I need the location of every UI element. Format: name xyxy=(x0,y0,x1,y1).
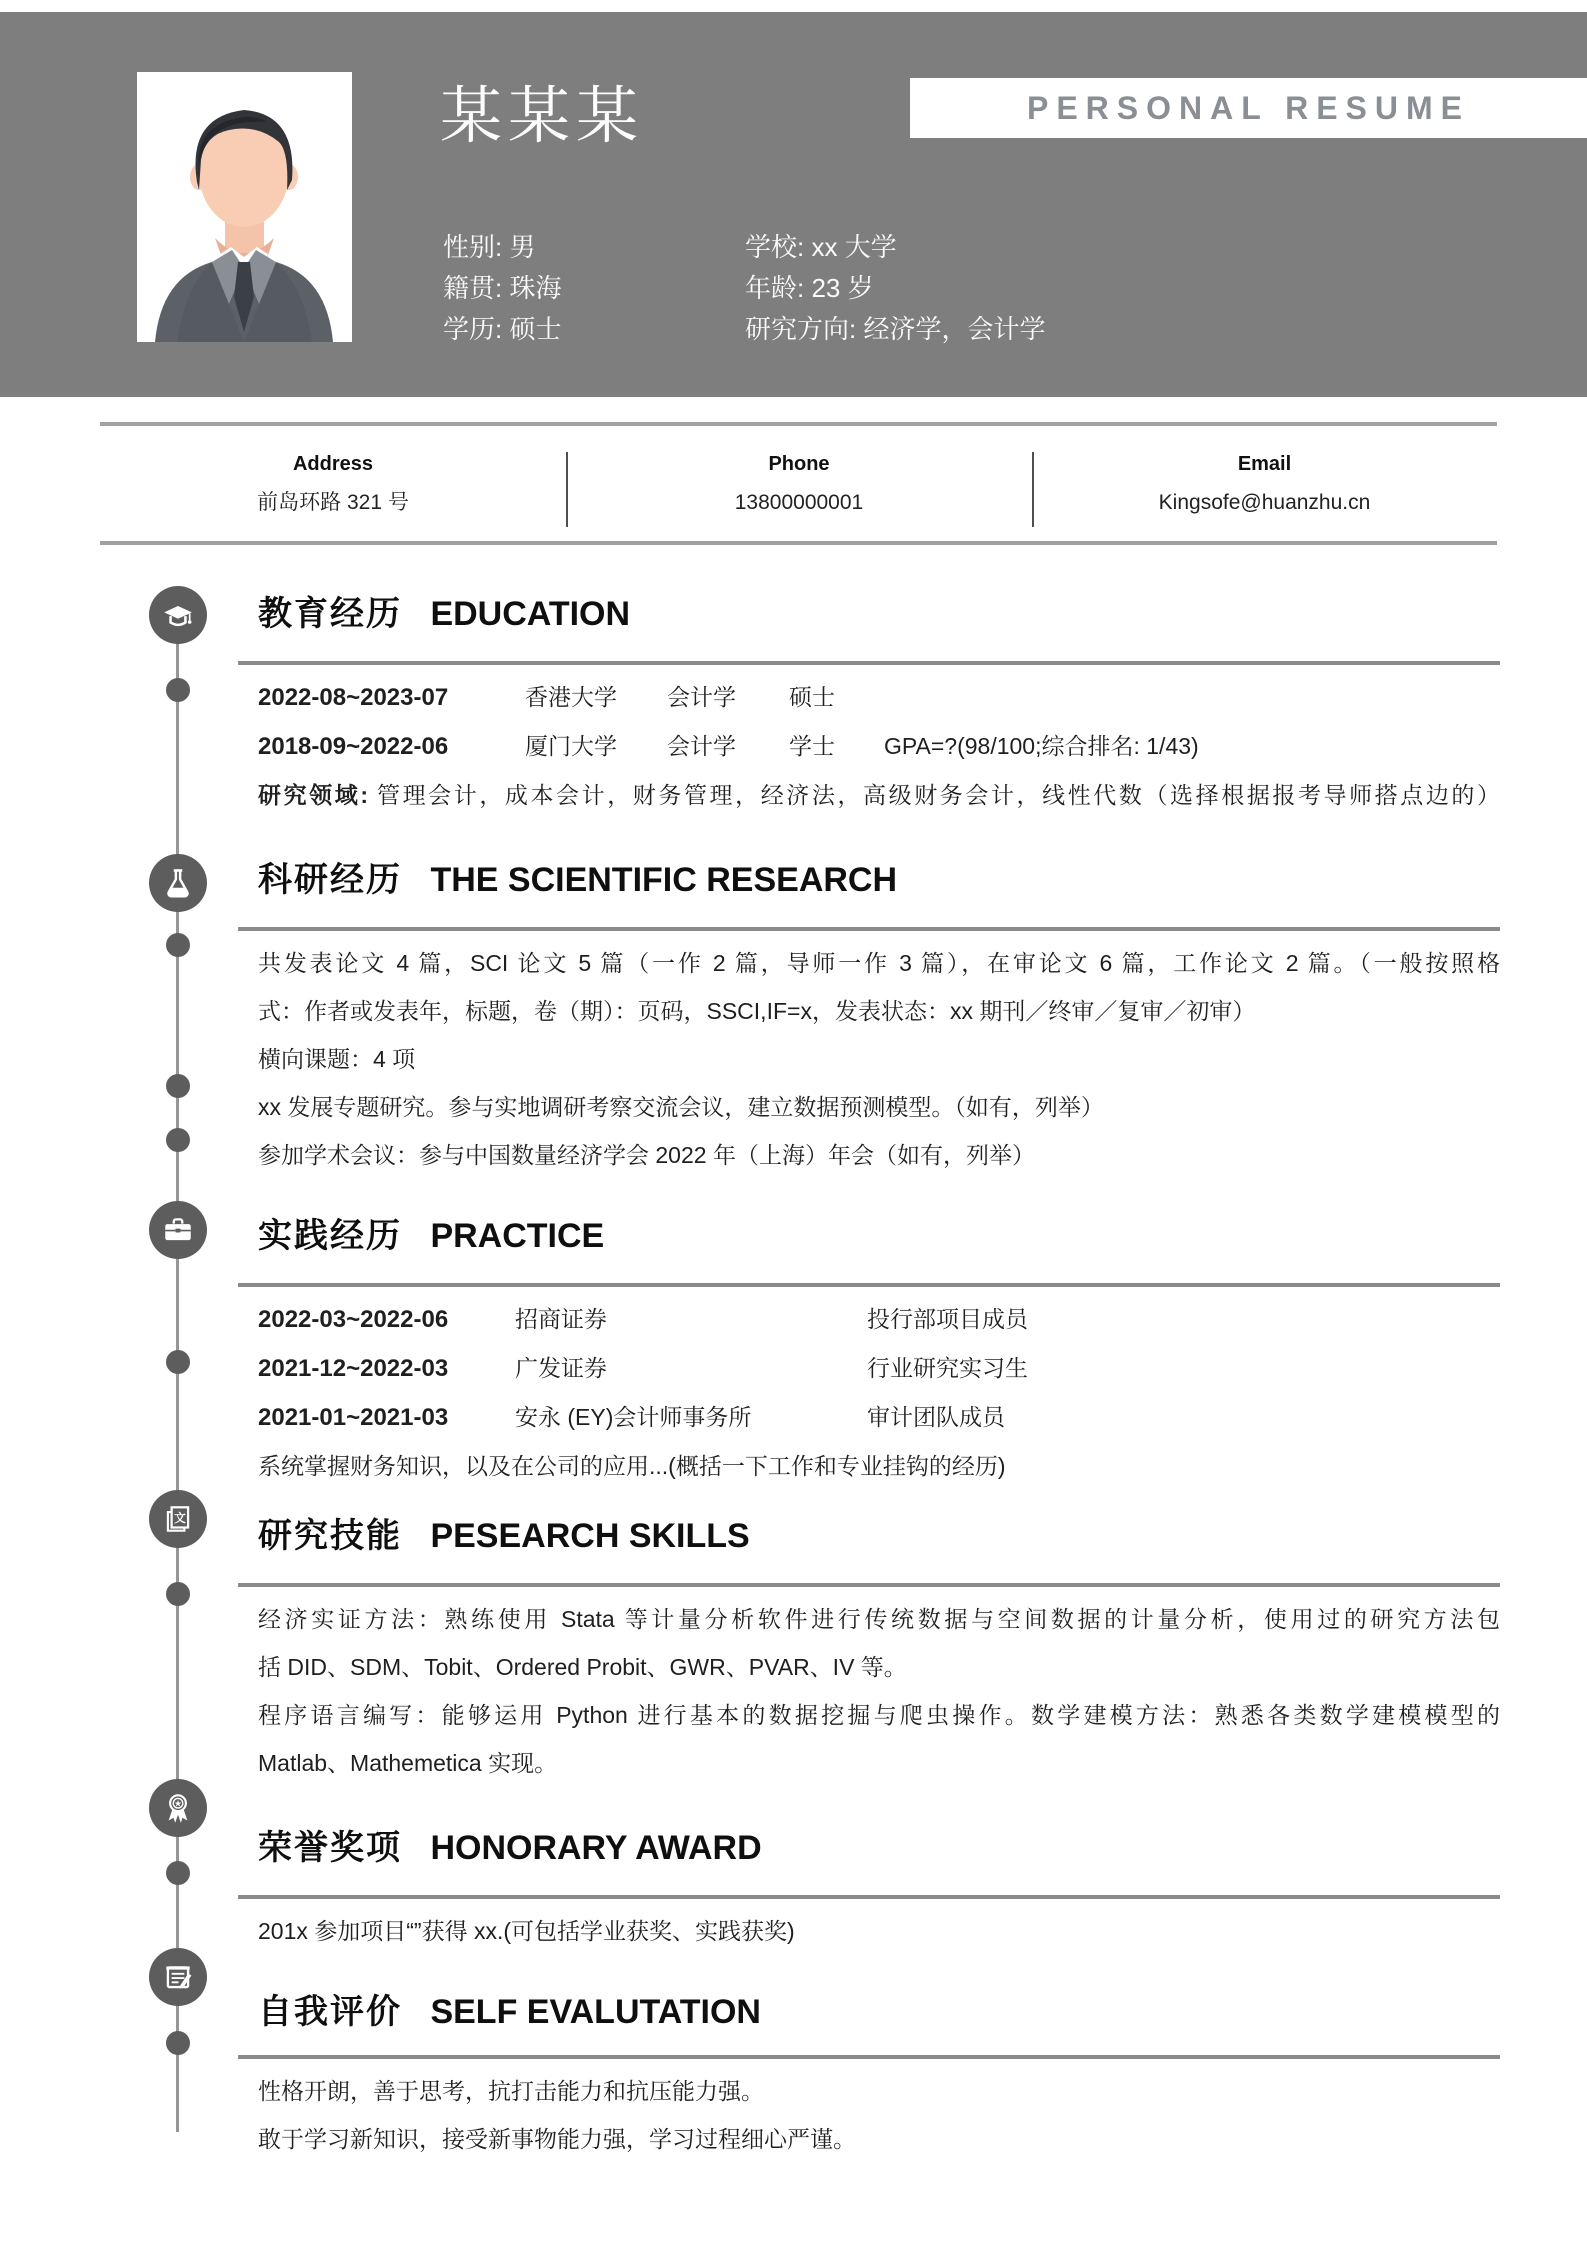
section-title-en: SELF EVALUTATION xyxy=(430,1993,761,2031)
resume-label-box xyxy=(910,78,1587,138)
timeline-dot xyxy=(166,2031,190,2055)
svg-text:★: ★ xyxy=(173,1798,183,1809)
contact-email-label: Email xyxy=(1237,453,1292,475)
contact-phone-value: 13800000001 xyxy=(734,491,864,514)
section-divider xyxy=(238,661,1500,665)
contact-address-label: Address xyxy=(292,453,374,475)
flask-icon xyxy=(149,854,207,912)
self-evaluation-line: 性格开朗，善于思考，抗打击能力和抗压能力强。 xyxy=(258,2078,764,2104)
practice-row xyxy=(258,1393,1500,1442)
research-line: 式：作者或发表年，标题，卷（期）：页码，SSCI,IF=x，发表状态：xx 期刊／终审／复审／初审） xyxy=(258,998,1256,1024)
section-education xyxy=(238,592,1500,820)
section-skills-title xyxy=(238,1514,1500,1565)
education-date: 2022-08~2023-07 xyxy=(258,684,449,711)
section-divider xyxy=(238,2055,1500,2059)
practice-company: 广发证券 xyxy=(515,1355,607,1381)
contact-divider xyxy=(1032,452,1034,527)
contact-bottom-rule xyxy=(100,541,1497,545)
section-title-en: THE SCIENTIFIC RESEARCH xyxy=(430,861,898,899)
practice-role: 行业研究实习生 xyxy=(867,1355,1028,1381)
section-title-cn: 荣誉奖项 xyxy=(258,1829,402,1867)
skills-line: Matlab、Mathemetica 实现。 xyxy=(258,1750,558,1776)
timeline-dot xyxy=(166,678,190,702)
education-row xyxy=(258,722,1500,771)
section-title-cn: 研究技能 xyxy=(258,1517,402,1555)
education-major: 会计学 xyxy=(667,733,736,759)
timeline-dot xyxy=(166,1074,190,1098)
section-title-en: EDUCATION xyxy=(430,595,631,633)
section-self-evaluation-title xyxy=(238,1990,1500,2041)
skills-line: 经济实证方法：熟练使用 Stata 等计量分析软件进行传统数据与空间数据的计量分析，使用过的研究方法包 xyxy=(258,1606,1500,1632)
education-major: 会计学 xyxy=(667,684,736,710)
section-title-en: PESEARCH SKILLS xyxy=(430,1517,750,1555)
contact-divider xyxy=(566,452,568,527)
education-note-text: 管理会计，成本会计，财务管理，经济法，高级财务会计，线性代数（选择根据报考导师搭点边的） xyxy=(376,782,1501,808)
practice-company: 招商证券 xyxy=(515,1306,607,1332)
research-line: 参加学术会议：参与中国数量经济学会 2022 年（上海）年会（如有，列举） xyxy=(258,1142,1035,1168)
svg-text:文: 文 xyxy=(174,1511,186,1525)
section-practice-title xyxy=(238,1214,1500,1265)
section-title-cn: 自我评价 xyxy=(258,1993,402,2031)
section-divider xyxy=(238,1583,1500,1587)
contact-phone xyxy=(566,450,1032,518)
medal-icon xyxy=(149,1779,207,1837)
research-line: 共发表论文 4 篇，SCI 论文 5 篇（一作 2 篇，导师一作 3 篇），在审论文 6 篇，工作论文 2 篇。（一般按照格 xyxy=(258,950,1500,976)
education-degree: 学士 xyxy=(789,733,835,759)
honorary-line: 201x 参加项目“”获得 xx.(可包括学业获奖、实践获奖) xyxy=(258,1918,795,1944)
section-title-en: PRACTICE xyxy=(430,1217,605,1255)
graduation-cap-icon xyxy=(149,586,207,644)
timeline-dot xyxy=(166,1350,190,1374)
education-degree: 硕士 xyxy=(789,684,835,710)
contact-address xyxy=(100,450,566,518)
section-divider xyxy=(238,927,1500,931)
research-line: 横向课题：4 项 xyxy=(258,1046,416,1072)
timeline-dot xyxy=(166,1861,190,1885)
info-age: 年龄: 23 岁 xyxy=(745,273,874,303)
header-band xyxy=(0,12,1587,397)
education-school: 厦门大学 xyxy=(525,733,617,759)
education-note-label: 研究领域: xyxy=(258,782,368,808)
document-icon xyxy=(149,1490,207,1548)
skills-line: 程序语言编写：能够运用 Python 进行基本的数据挖掘与爬虫操作。数学建模方法：熟悉各类数学建模模型的 xyxy=(258,1702,1500,1728)
practice-role: 审计团队成员 xyxy=(867,1404,1005,1430)
section-title-en: HONORARY AWARD xyxy=(430,1829,762,1867)
practice-note: 系统掌握财务知识，以及在公司的应用...(概括一下工作和专业挂钩的经历) xyxy=(258,1453,1006,1479)
section-title-cn: 教育经历 xyxy=(258,595,402,633)
profile-photo xyxy=(137,72,352,342)
section-divider xyxy=(238,1895,1500,1899)
section-divider xyxy=(238,1283,1500,1287)
resume-label: PERSONAL RESUME xyxy=(1026,89,1470,126)
education-gpa xyxy=(884,673,1500,722)
info-degree: 学历: 硕士 xyxy=(443,314,562,344)
education-school: 香港大学 xyxy=(525,684,617,710)
contact-email-value: Kingsofe@huanzhu.cn xyxy=(1158,491,1371,514)
section-education-title xyxy=(238,592,1500,643)
person-illustration xyxy=(137,72,352,342)
section-skills xyxy=(238,1514,1500,1787)
section-honorary xyxy=(238,1826,1500,1955)
info-school: 学校: xx 大学 xyxy=(745,232,897,262)
candidate-name: 某某某 xyxy=(440,79,645,152)
contact-address-value: 前岛环路 321 号 xyxy=(257,491,409,514)
memo-pen-icon xyxy=(149,1948,207,2006)
contact-phone-label: Phone xyxy=(768,453,830,475)
info-research-direction: 研究方向: 经济学，会计学 xyxy=(745,314,1046,344)
section-self-evaluation xyxy=(238,1990,1500,2163)
contact-top-rule xyxy=(100,422,1497,426)
practice-role: 投行部项目成员 xyxy=(867,1306,1028,1332)
section-title-cn: 实践经历 xyxy=(258,1217,402,1255)
info-hometown: 籍贯: 珠海 xyxy=(443,273,562,303)
self-evaluation-line: 敢于学习新知识，接受新事物能力强，学习过程细心严谨。 xyxy=(258,2126,856,2152)
timeline-dot xyxy=(166,1582,190,1606)
info-gender: 性别: 男 xyxy=(443,232,536,262)
practice-row xyxy=(258,1295,1500,1344)
education-row xyxy=(258,673,1500,722)
contact-email xyxy=(1032,450,1497,518)
practice-row xyxy=(258,1344,1500,1393)
practice-company: 安永 (EY)会计师事务所 xyxy=(515,1404,752,1430)
education-note xyxy=(258,771,1500,820)
research-line: xx 发展专题研究。参与实地调研考察交流会议，建立数据预测模型。（如有，列举） xyxy=(258,1094,1104,1120)
education-date: 2018-09~2022-06 xyxy=(258,733,449,760)
practice-date: 2021-12~2022-03 xyxy=(258,1355,449,1382)
timeline-dot xyxy=(166,1128,190,1152)
briefcase-icon xyxy=(149,1201,207,1259)
practice-date: 2022-03~2022-06 xyxy=(258,1306,449,1333)
practice-date: 2021-01~2021-03 xyxy=(258,1404,449,1431)
section-title-cn: 科研经历 xyxy=(258,861,402,899)
section-research xyxy=(238,858,1500,1179)
education-gpa: GPA=?(98/100;综合排名: 1/43) xyxy=(884,733,1199,759)
section-practice xyxy=(238,1214,1500,1491)
timeline-dot xyxy=(166,933,190,957)
section-research-title xyxy=(238,858,1500,909)
skills-line: 括 DID、SDM、Tobit、Ordered Probit、GWR、PVAR、IV 等。 xyxy=(258,1654,907,1680)
section-honorary-title xyxy=(238,1826,1500,1877)
